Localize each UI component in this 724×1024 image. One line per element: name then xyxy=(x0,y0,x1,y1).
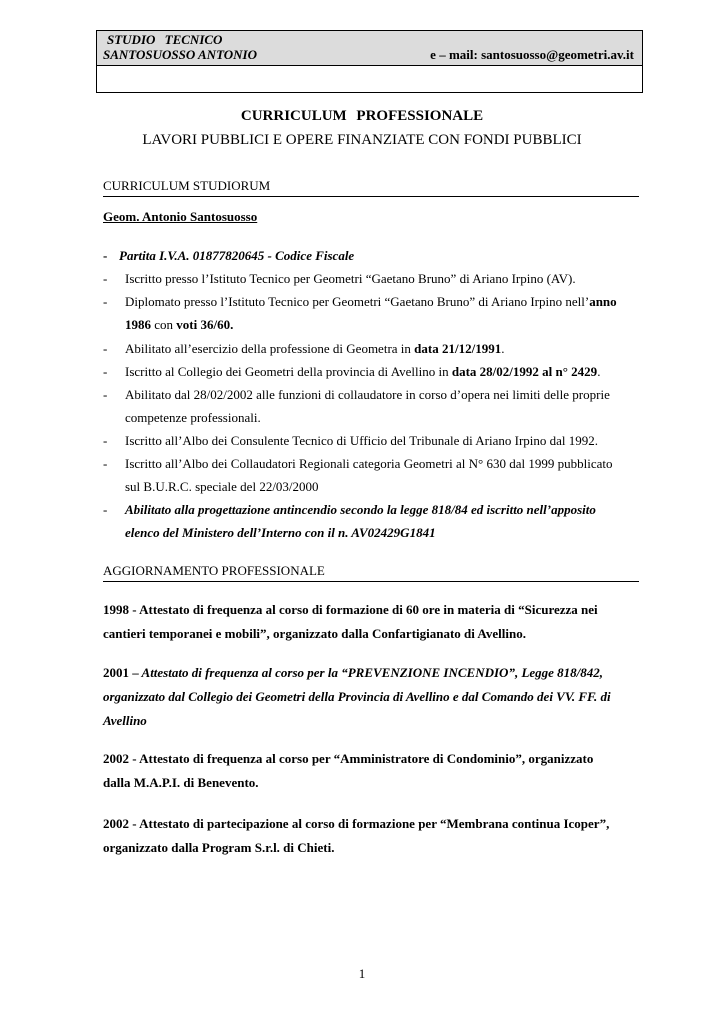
section-heading-studiorum: CURRICULUM STUDIORUM xyxy=(103,178,639,197)
section-heading-aggiornamento: AGGIORNAMENTO PROFESSIONALE xyxy=(103,563,639,582)
list-item: - Abilitato all’esercizio della professione di Geometra in data 21/12/1991. xyxy=(103,341,505,356)
page-number: 1 xyxy=(358,966,366,981)
studio-name: STUDIO TECNICO xyxy=(107,32,223,47)
partita-iva: Partita I.V.A. 01877820645 - Codice Fiscale xyxy=(119,248,355,263)
person-name: Geom. Antonio Santosuosso xyxy=(103,209,258,224)
email-address: e – mail: santosuosso@geometri.av.it xyxy=(430,47,634,62)
document-subtitle: LAVORI PUBBLICI E OPERE FINANZIATE CON FONDI PUBBLICI xyxy=(142,132,582,148)
list-item: - Iscritto al Collegio dei Geometri della provincia di Avellino in data 28/02/1992 al n° 2429. xyxy=(103,364,601,379)
course-entry: 2001 – Attestato di frequenza al corso per la “PREVENZIONE INCENDIO”, Legge 818/842, organizzato dal Collegio dei Geometri della Provincia di Avellino e dal Comando dei VV. FF. di Avellino xyxy=(103,665,611,728)
studio-owner: SANTOSUOSSO ANTONIO xyxy=(103,47,257,62)
course-entry: 2002 - Attestato di frequenza al corso per “Amministratore di Condominio”, organizzato dalla M.A.P.I. di Benevento. xyxy=(103,751,594,790)
list-item-partita: - Partita I.V.A. 01877820645 - Codice Fiscale xyxy=(103,244,643,267)
course-entry: 1998 - Attestato di frequenza al corso di formazione di 60 ore in materia di “Sicurezza nei cantieri temporanei e mobili”, organizzato dalla Confartigianato di Avellino. xyxy=(103,602,598,641)
letterhead xyxy=(96,30,643,93)
list-item: - Iscritto all’Albo dei Consulente Tecnico di Ufficio del Tribunale di Ariano Irpino dal 1992. xyxy=(103,433,599,448)
list-item: - Iscritto all’Albo dei Collaudatori Regionali categoria Geometri al N° 630 dal 1999 pubblicato sul B.U.R.C. speciale del 22/03/2000 xyxy=(103,456,613,494)
list-item: - Abilitato alla progettazione antincendio secondo la legge 818/84 ed iscritto nell’apposito elenco del Ministero dell’Interno con il n. AV02429G1841 xyxy=(103,502,596,540)
course-entry: 2002 - Attestato di partecipazione al corso di formazione per “Membrana continua Icoper”, organizzato dalla Program S.r.l. di Chieti. xyxy=(103,816,610,855)
list-item: - Abilitato dal 28/02/2002 alle funzioni di collaudatore in corso d’opera nei limiti delle proprie competenze professionali. xyxy=(103,387,610,425)
letterhead-band xyxy=(97,31,642,66)
list-item: - Diplomato presso l’Istituto Tecnico per Geometri “Gaetano Bruno” di Ariano Irpino nell’anno 1986 con voti 36/60. xyxy=(103,294,617,332)
list-item: - Iscritto presso l’Istituto Tecnico per Geometri “Gaetano Bruno” di Ariano Irpino (AV). xyxy=(103,271,576,286)
document-title: CURRICULUM PROFESSIONALE xyxy=(240,108,484,124)
